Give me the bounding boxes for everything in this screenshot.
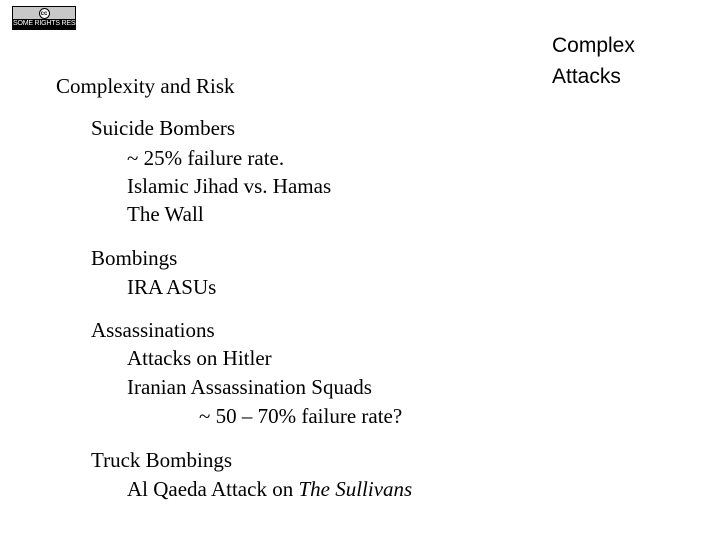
al-qaeda-attack-text: Al Qaeda Attack on [127,477,299,501]
slide-title: Complexity and Risk [56,74,235,98]
creative-commons-badge[interactable] [12,6,99,30]
side-title: Complex Attacks [552,34,635,88]
the-sullivans-text: The Sullivans [298,477,413,501]
bullet-assassinations: Assassinations [91,318,215,342]
subsubbullet-failure-rate: ~ 50 – 70% failure rate? [199,404,403,428]
subbullet-attacks-on-hitler: Attacks on Hitler [127,346,272,370]
subbullet-failure-rate: ~ 25% failure rate. [127,146,285,170]
cc-icon: cc [39,8,50,19]
subbullet-islamic-jihad: Islamic Jihad vs. Hamas [127,174,332,198]
cc-badge-label: SOME RIGHTS RESERVED [13,20,99,27]
subbullet-ira-asus: IRA ASUs [127,275,217,299]
bullet-suicide-bombers: Suicide Bombers [91,116,236,140]
subbullet-al-qaeda-attack [127,475,412,503]
bullet-bombings: Bombings [91,246,178,270]
bullet-truck-bombings: Truck Bombings [91,448,233,472]
subbullet-iranian-squads: Iranian Assassination Squads [127,375,372,399]
subbullet-the-wall: The Wall [127,202,204,226]
